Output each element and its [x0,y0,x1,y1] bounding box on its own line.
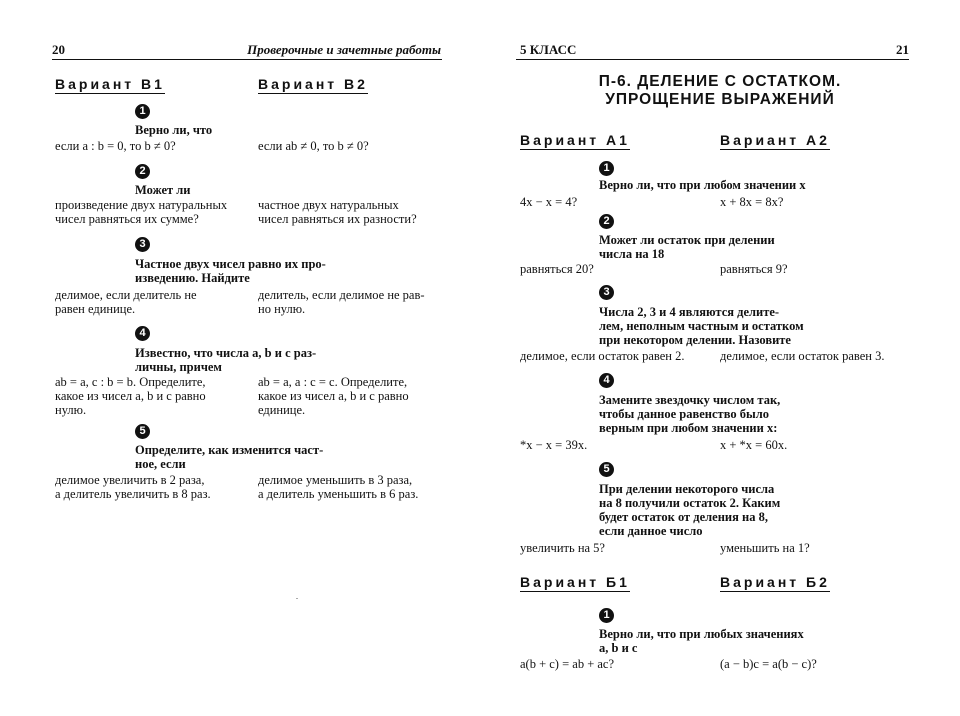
page-number: 21 [896,42,909,57]
task-number-badge: 2 [135,164,150,179]
task-number-badge: 2 [599,214,614,229]
task-question: будет остаток от деления на 8, [599,510,768,524]
task-question: Верно ли, что [135,123,213,137]
variant-1-text: какое из чисел a, b и c равно [55,389,206,403]
variant-2-text: единице. [258,403,306,417]
header-rule [52,59,442,60]
variant-2-text: ab = a, a : c = c. Определите, [258,375,408,389]
task-question: Известно, что числа a, b и c раз- [135,346,317,360]
variant-1-text: делимое, если делитель не [55,288,197,302]
task-question: a, b и c [599,641,638,655]
scan-speck [296,598,298,599]
running-title: 5 КЛАСС [520,42,577,57]
task-question: Может ли [135,183,191,197]
task-question: лем, неполным частным и остатком [599,319,804,333]
variant-1-text: равняться 20? [520,262,594,276]
variant-1-text: a(b + c) = ab + ac? [520,657,615,671]
variant-2-text: уменьшить на 1? [720,541,810,555]
task-question: верным при любом значении x: [599,421,778,435]
task-question: Числа 2, 3 и 4 являются делите- [599,305,780,319]
task-question: Может ли остаток при делении [599,233,775,247]
running-title: Проверочные и зачетные работы [247,42,441,57]
variant-b1-label: Вариант Б1 [520,574,630,590]
variant-1-text: чисел равняться их сумме? [55,212,199,226]
header-rule [516,59,909,60]
task-question: ное, если [135,457,186,471]
task-number-badge: 5 [599,462,614,477]
variant-1-text: увеличить на 5? [520,541,605,555]
variant-1-text: произведение двух натуральных [55,198,228,212]
variant-b2-label: Вариант Б2 [720,574,830,590]
task-question: Замените звездочку числом так, [599,393,781,407]
task-number-badge: 1 [599,608,614,623]
task-question: если данное число [599,524,703,538]
task-question: Определите, как изменится част- [135,443,324,457]
variant-a2-label: Вариант А2 [720,132,830,148]
task-number-badge: 5 [135,424,150,439]
variant-2-text: делитель, если делимое не рав- [258,288,425,302]
variant-1-text: *x − x = 39x. [520,438,588,452]
variant-1-text: если a : b = 0, то b ≠ 0? [55,139,176,153]
variant-b1-label: Вариант В1 [55,76,165,92]
task-number-badge: 1 [135,104,150,119]
variant-2-text: x + 8x = 8x? [720,195,784,209]
task-question: при некотором делении. Назовите [599,333,791,347]
variant-2-text: а делитель уменьшить в 6 раз. [258,487,419,501]
section-title: УПРОЩЕНИЕ ВЫРАЖЕНИЙ [605,91,835,108]
task-question: Верно ли, что при любом значении x [599,178,806,192]
task-question: чтобы данное равенство было [599,407,770,421]
task-number-badge: 3 [135,237,150,252]
task-number-badge: 4 [599,373,614,388]
variant-b2-label: Вариант В2 [258,76,368,92]
variant-2-text: x + *x = 60x. [720,438,788,452]
task-question: личны, причем [135,360,222,374]
page-number: 20 [52,42,65,57]
variant-2-text: если ab ≠ 0, то b ≠ 0? [258,139,369,153]
variant-1-text: равен единице. [55,302,136,316]
section-title: П-6. ДЕЛЕНИЕ С ОСТАТКОМ. [598,73,842,90]
variant-1-text: нулю. [55,403,87,417]
right-page [480,0,960,716]
variant-2-text: делимое, если остаток равен 3. [720,349,885,363]
task-number-badge: 4 [135,326,150,341]
variant-2-text: какое из чисел a, b и c равно [258,389,409,403]
variant-1-text: ab = a, c : b = b. Определите, [55,375,206,389]
variant-2-text: (a − b)c = a(b − c)? [720,657,817,671]
task-question: числа на 18 [599,247,665,261]
variant-1-text: 4x − x = 4? [520,195,578,209]
variant-1-text: делимое, если остаток равен 2. [520,349,685,363]
task-number-badge: 3 [599,285,614,300]
variant-2-text: но нулю. [258,302,306,316]
task-question: изведению. Найдите [135,271,250,285]
variant-1-text: а делитель увеличить в 8 раз. [55,487,211,501]
task-question: Частное двух чисел равно их про- [135,257,326,271]
variant-2-text: частное двух натуральных [258,198,399,212]
variant-1-text: делимое увеличить в 2 раза, [55,473,205,487]
task-question: При делении некоторого числа [599,482,775,496]
variant-a1-label: Вариант А1 [520,132,630,148]
variant-2-text: делимое уменьшить в 3 раза, [258,473,413,487]
task-question: на 8 получили остаток 2. Каким [599,496,781,510]
variant-2-text: равняться 9? [720,262,788,276]
task-number-badge: 1 [599,161,614,176]
task-question: Верно ли, что при любых значениях [599,627,804,641]
variant-2-text: чисел равняться их разности? [258,212,417,226]
